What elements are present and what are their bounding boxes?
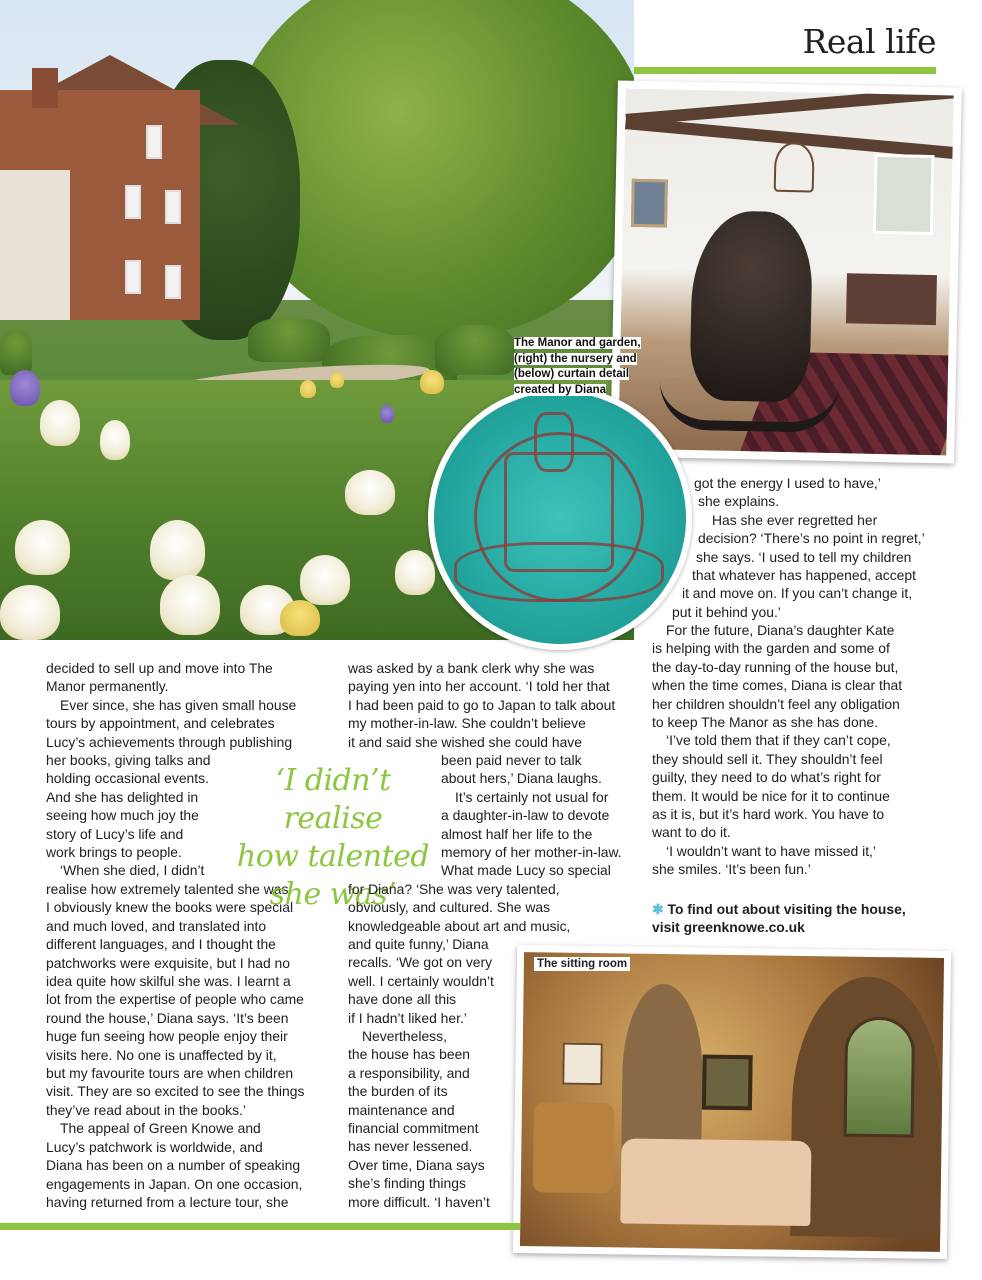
footer-rule [0, 1223, 520, 1230]
asterisk-icon: ✱ [652, 901, 664, 917]
column-2-bottom: and quite funny,’ Diana recalls. ‘We got on very well. I certainly wouldn’t have done all this if I hadn’t liked her.’ Nevertheless, the house has been a responsibility, and the burden of its maintenance and financial commitment has never lessened. Over time, Diana says she’s finding things more difficult. ‘I haven’t [348, 936, 494, 1210]
rocking-horse-icon [689, 210, 813, 402]
pull-quote: ‘I didn’t realise how talented she was’ [236, 763, 430, 912]
column-2-top: was asked by a bank clerk why she was paying yen into her account. ‘I told her that I had been paid to go to Japan to talk about my mother-in-law. She couldn’t believe it and said she wished she could have [348, 660, 616, 750]
website-link[interactable]: visit greenknowe.co.uk [652, 919, 805, 936]
column-3-bottom: For the future, Diana’s daughter Kate is helping with the garden and some of the day-to-day running of the house but, when the time comes, Diana is clear that her children shouldn’t feel any obligation to keep The Manor as she has done. ‘I’ve told them that if they can’t cope, they should sell it. They shouldn’t feel guilty, they need to do what’s right for them. It would be nice for it to continue as it is, but it’s hard work. You have to want to do it. ‘I wouldn’t want to have missed it,’ she smiles. ‘It’s been fun.’ [652, 622, 903, 878]
column-2-middle: for Diana? ‘She was very talented, obviously, and cultured. She was knowledgeable about art and music, [348, 881, 571, 934]
manor-caption: The Manor and garden, (right) the nursery and (below) curtain detail created by Diana [514, 337, 641, 396]
column-1-top: decided to sell up and move into The Manor permanently. Ever since, she has given small house tours by appointment, and celebrates Lucy’s achievements through publishing [46, 660, 297, 750]
header-rule [633, 67, 936, 74]
column-2-wrap: been paid never to talk about hers,’ Diana laughs. It’s certainly not usual for a daughter-in-law to devote almost half her life to the memory of her mother-in-law. What made Lucy so special [441, 752, 622, 879]
column-3-top: got the energy I used to have,’ she explains. Has she ever regretted her decision? ‘There’s no point in regret,’ she says. ‘I used to tell my children that whatever has happened, accept it and move on. If you can’t change it, put it behind you.’ [672, 475, 925, 620]
section-title: Real life [802, 22, 936, 61]
column-1-wrap: her books, giving talks and holding occasional events. And she has delighted in seeing how much joy the story of Lucy’s life and work brings to people. ‘When she died, I didn’t [46, 752, 211, 879]
nursery-photo [610, 80, 962, 463]
visit-info: ✱ To find out about visiting the house, visit greenknowe.co.uk [652, 900, 952, 937]
birdcage-icon [774, 142, 815, 193]
column-1-bottom: realise how extremely talented she was. I obviously knew the books were special and much loved, and translated into different languages, and I thought the patchworks were exquisite, but I had no idea quite how skilful she was. I learnt a lot from the expertise of people who came round the house,’ Diana says. ‘It’s been huge fun seeing how people enjoy their visits here. No one is unaffected by it, but my favourite tours are when children visit. They are so excited to see the things they’ve read about in the books.’ The appeal of Green Knowe and Lucy’s patchwork is worldwide, and Diana has been on a number of speaking engagements in Japan. On one occasion, having returned from a lecture tour, she [46, 881, 305, 1210]
sitting-room-caption: The sitting room [534, 957, 630, 971]
sitting-room-photo [513, 945, 951, 1259]
